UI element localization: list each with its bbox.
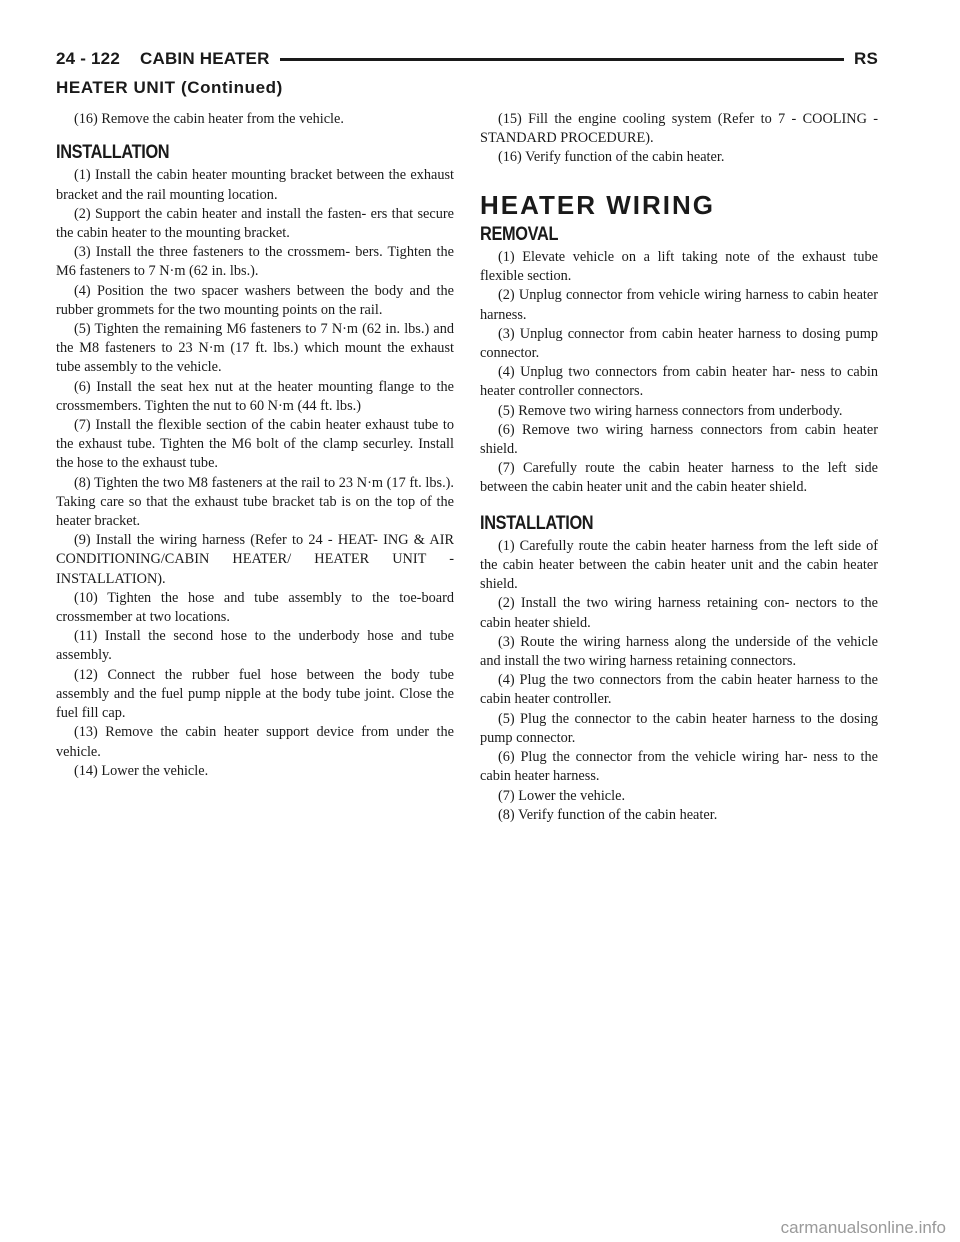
installation-step: (10) Tighten the hose and tube assembly to the toe-board crossmember at two locations.	[56, 589, 454, 626]
installation-step: (1) Carefully route the cabin heater harness from the left side of the cabin heater between the cabin heater unit and the cabin heater shield.	[480, 537, 878, 593]
installation-step: (6) Plug the connector from the vehicle wiring har- ness to the cabin heater harness.	[480, 749, 878, 785]
left-column	[56, 110, 454, 781]
removal-step: (3) Unplug connector from cabin heater harness to dosing pump connector.	[480, 325, 878, 362]
installation-step: (8) Tighten the two M8 fasteners at the rail to 23 N·m (17 ft. lbs.). Taking care so that the exhaust tube bracket tab is on the top of the heater bracket.	[56, 474, 454, 530]
installation-step: (6) Install the seat hex nut at the heater mounting flange to the crossmembers. Tighten the nut to 60 N·m (44 ft. lbs.)	[56, 378, 454, 414]
paragraph: (15) Fill the engine cooling system (Refer to 7 - COOLING - STANDARD PROCEDURE).	[480, 111, 878, 147]
installation-step: (4) Position the two spacer washers between the body and the rubber grommets for the two mounting points on the rail.	[56, 282, 454, 318]
installation-step: (2) Install the two wiring harness retaining con- nectors to the cabin heater shield.	[480, 595, 878, 631]
watermark-text: carmanualsonline.info	[780, 1218, 946, 1237]
installation-step: (4) Plug the two connectors from the cabin heater harness to the cabin heater controller.	[480, 672, 878, 708]
installation-heading: INSTALLATION	[56, 142, 170, 164]
section-code: RS	[853, 49, 878, 68]
paragraph: (16) Verify function of the cabin heater.	[498, 149, 725, 166]
removal-step: (4) Unplug two connectors from cabin heater har- ness to cabin heater controller connectors.	[480, 364, 878, 400]
installation-step: (7) Install the flexible section of the cabin heater exhaust tube to the exhaust tube. Tighten the M6 bolt of the clamp securley. Install the hose to the exhaust tube.	[56, 417, 454, 472]
installation-heading: INSTALLATION	[480, 512, 594, 534]
page-header	[56, 48, 878, 70]
removal-step: (1) Elevate vehicle on a lift taking note of the exhaust tube flexible section.	[480, 249, 878, 285]
header-rule	[280, 58, 844, 61]
installation-step: (14) Lower the vehicle.	[74, 762, 209, 779]
heater-wiring-heading: HEATER WIRING	[480, 189, 715, 220]
installation-step: (11) Install the second hose to the underbody hose and tube assembly.	[56, 628, 454, 664]
installation-step: (2) Support the cabin heater and install the fasten- ers that secure the cabin heater to the mounting bracket.	[56, 205, 454, 242]
removal-step: (7) Carefully route the cabin heater harness to the left side between the cabin heater unit and the cabin heater shield.	[480, 460, 878, 496]
page-number: 24 - 122	[56, 49, 120, 68]
installation-step: (7) Lower the vehicle.	[498, 787, 626, 804]
installation-step: (1) Install the cabin heater mounting bracket between the exhaust bracket and the rail mounting location.	[56, 167, 454, 203]
installation-step: (5) Plug the connector to the cabin heater harness to the dosing pump connector.	[480, 710, 878, 746]
installation-step: (13) Remove the cabin heater support device from under the vehicle.	[56, 724, 454, 760]
removal-step: (6) Remove two wiring harness connectors from cabin heater shield.	[480, 421, 878, 458]
installation-step: (8) Verify function of the cabin heater.	[498, 806, 718, 823]
running-head: HEATER UNIT (Continued)	[56, 78, 283, 97]
paragraph: (16) Remove the cabin heater from the vehicle.	[74, 111, 344, 127]
section-title: CABIN HEATER	[139, 49, 270, 68]
installation-step: (12) Connect the rubber fuel hose between the body tube assembly and the fuel pump nipple at the body tube joint. Close the fuel fill cap.	[56, 666, 454, 722]
installation-step: (3) Route the wiring harness along the underside of the vehicle and install the two wiring harness retaining connectors.	[480, 633, 878, 670]
removal-heading: REMOVAL	[480, 223, 559, 245]
right-column	[480, 110, 878, 825]
installation-step: (3) Install the three fasteners to the crossmem- bers. Tighten the M6 fasteners to 7 N·m (62 in. lbs.).	[56, 244, 454, 280]
installation-step: (9) Install the wiring harness (Refer to 24 - HEAT- ING & AIR CONDITIONING/CABIN HEATER/ HEATER UNIT - INSTALLATION).	[56, 532, 454, 587]
installation-step: (5) Tighten the remaining M6 fasteners to 7 N·m (62 in. lbs.) and the M8 fasteners to 23 N·m (17 ft. lbs.) which mount the exhaust tube assembly to the vehicle.	[56, 321, 454, 376]
removal-step: (5) Remove two wiring harness connectors from underbody.	[498, 402, 843, 419]
removal-step: (2) Unplug connector from vehicle wiring harness to cabin heater harness.	[480, 287, 878, 323]
